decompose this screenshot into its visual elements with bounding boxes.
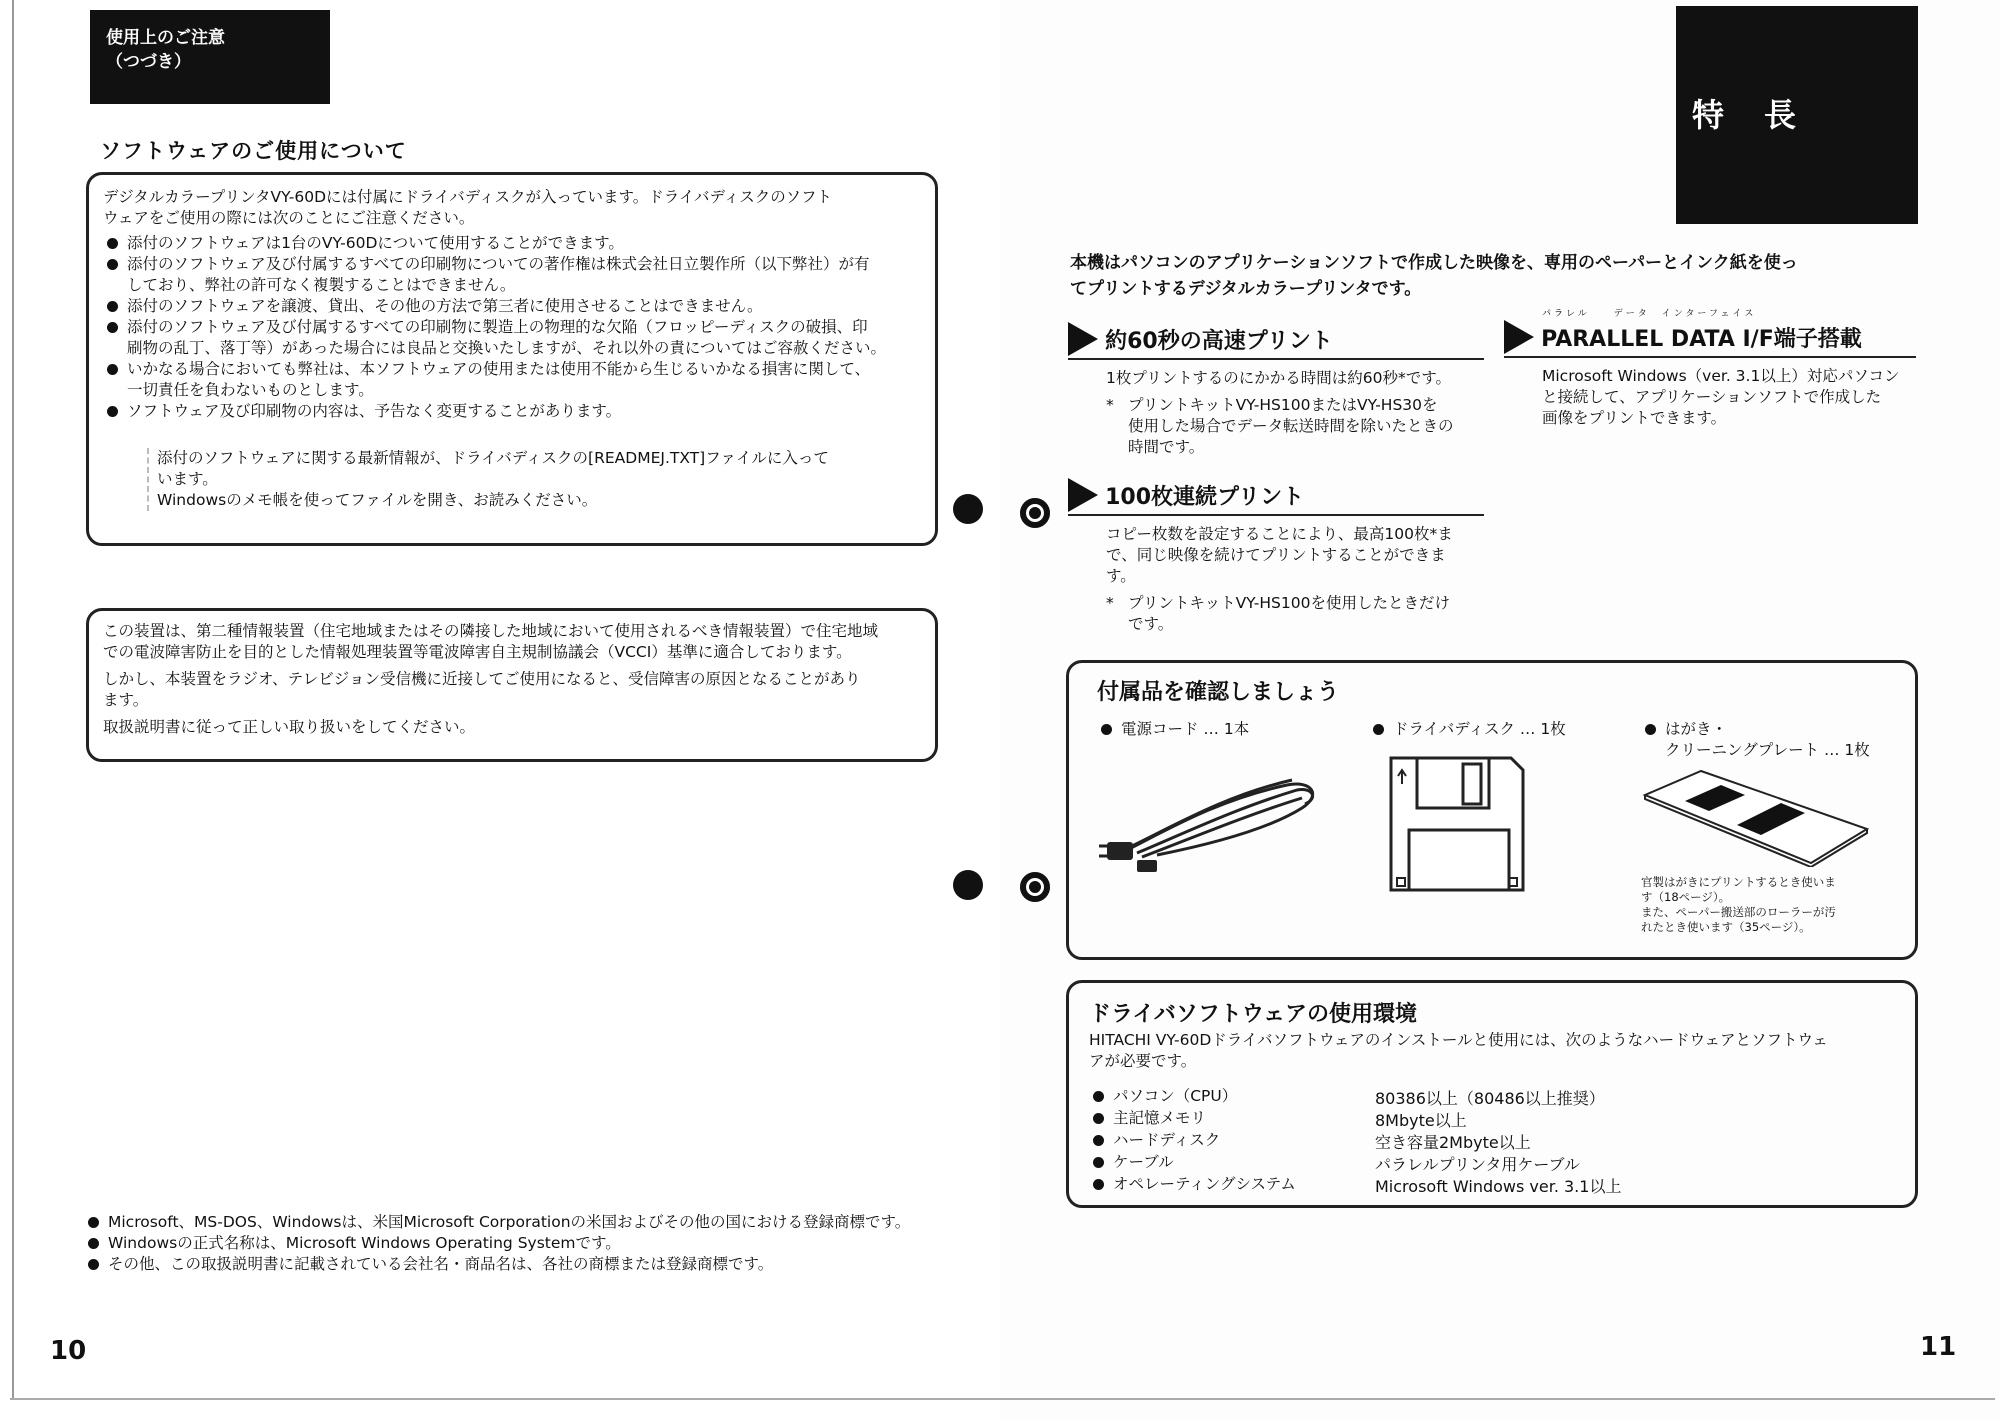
vcci-paragraph-1: この装置は、第二種情報装置（住宅地域またはその隣接した地域において使用されるべき情報装置）で住宅地域 での電波障害防止を目的とした情報処理装置等電波障害自主規制協議会（VCCI）基準に適合しております。 (103, 622, 879, 661)
feature-title-row (1068, 322, 1488, 358)
software-notice-box (86, 172, 938, 546)
trademark-notes (84, 1212, 984, 1275)
binding-hole (1020, 498, 1050, 528)
feature-text: 1枚プリントするのにかかる時間は約60秒*です。 (1106, 369, 1452, 387)
accessories-title: 付属品を確認しましょう (1097, 680, 1340, 705)
requirement-value: パラレルプリンタ用ケーブル (1375, 1155, 1580, 1174)
title-rule (1068, 358, 1484, 360)
requirement-item: ハードディスク (1089, 1130, 1220, 1151)
binding-hole (953, 494, 983, 524)
driver-env-intro: HITACHI VY-60Dドライバソフトウェアのインストールと使用には、次のようなハードウェアとソフトウェ アが必要です。 (1089, 1031, 1828, 1070)
feature-high-speed (1068, 322, 1488, 458)
floppy-disk-icon (1387, 754, 1527, 894)
requirement-row (1089, 1130, 1895, 1152)
triangle-arrow-icon (1068, 478, 1098, 512)
feature-title-row (1068, 478, 1488, 514)
bottom-edge (10, 1398, 1995, 1400)
requirement-value: 80386以上（80486以上推奨） (1375, 1089, 1605, 1108)
accessory-driver-disk (1369, 719, 1609, 898)
bullet-item: 添付のソフトウェア及び付属するすべての印刷物についての著作権は株式会社日立製作所（以下弊社）が有 しており、弊社の許可なく複製することはできません。 (103, 254, 921, 296)
driver-environment-box (1066, 980, 1918, 1208)
accessory-label: 電源コード … 1本 (1097, 719, 1347, 740)
vcci-paragraph-3: 取扱説明書に従って正しい取り扱いをしてください。 (103, 718, 476, 736)
right-page (1000, 0, 2000, 1420)
feature-title-row (1504, 320, 1924, 356)
software-section-title: ソフトウェアのご使用について (100, 139, 407, 163)
requirement-item: パソコン（CPU） (1089, 1086, 1237, 1107)
trademark-item: Windowsの正式名称は、Microsoft Windows Operating Systemです。 (84, 1233, 984, 1254)
tab-line-1: 使用上のご注意 (106, 28, 225, 48)
feature-text: コピー枚数を設定することにより、最高100枚*ま で、同じ映像を続けてプリントすることができま す。 (1106, 525, 1453, 585)
vcci-paragraph-2: しかし、本装置をラジオ、テレビジョン受信機に近接してご使用になると、受信障害の原因となることがあり ます。 (103, 670, 861, 709)
bullet-item: ソフトウェア及び印刷物の内容は、予告なく変更することがあります。 (103, 401, 921, 422)
features-tab (1676, 6, 1918, 224)
page-number: 10 (50, 1336, 87, 1366)
feature-parallel-interface (1504, 306, 1924, 429)
requirement-row (1089, 1174, 1895, 1196)
requirement-value: Microsoft Windows ver. 3.1以上 (1375, 1177, 1622, 1196)
requirement-row (1089, 1086, 1895, 1108)
accessory-cleaning-plate (1641, 719, 1911, 935)
bullet-item: 添付のソフトウェアは1台のVY-60Dについて使用することができます。 (103, 233, 921, 254)
readme-line: います。 (157, 470, 218, 488)
accessories-box (1066, 660, 1918, 960)
feature-text: Microsoft Windows（ver. 3.1以上）対応パソコン と接続して、アプリケーションソフトで作成した 画像をプリントできます。 (1542, 367, 1900, 427)
title-ruby: パラレル データ インターフェイス (1542, 309, 1757, 319)
readme-note (147, 448, 921, 511)
requirement-row (1089, 1108, 1895, 1130)
page-number: 11 (1920, 1332, 1957, 1362)
intro-line: デジタルカラープリンタVY-60Dには付属にドライバディスクが入っています。ドライバディスクのソフト (103, 188, 832, 206)
bullet-item: 添付のソフトウェア及び付属するすべての印刷物に製造上の物理的な欠陥（フロッピーディスクの破損、印 刷物の乱丁、落丁等）があった場合には良品と交換いたしますが、それ以外の責についてはご容赦ください。 (103, 317, 921, 359)
requirements-table (1089, 1086, 1895, 1196)
trademark-item: その他、この取扱説明書に記載されている会社名・商品名は、各社の商標または登録商標です。 (84, 1254, 984, 1275)
accessory-label: はがき・ クリーニングプレート … 1枚 (1641, 719, 1911, 761)
tab-line-2: （つづき） (106, 52, 191, 72)
driver-env-title: ドライバソフトウェアの使用環境 (1089, 1002, 1418, 1027)
section-tab (90, 10, 330, 104)
cleaning-plate-note: 官製はがきにプリントするとき使いま す（18ページ）。 また、ペーパー搬送部のローラーが汚 れたとき使います（35ページ）。 (1641, 875, 1836, 934)
requirement-item: 主記憶メモリ (1089, 1108, 1206, 1129)
requirement-value: 8Mbyte以上 (1375, 1111, 1467, 1130)
triangle-arrow-icon (1068, 322, 1098, 356)
vcci-notice-box (86, 608, 938, 762)
feature-footnote: * プリントキットVY-HS100を使用したときだけ です。 (1106, 594, 1450, 633)
features-tab-title: 特 長 (1692, 96, 1801, 134)
feature-title: 100枚連続プリント (1105, 484, 1305, 510)
software-intro (103, 187, 921, 229)
bullet-item: 添付のソフトウェアを譲渡、貸出、その他の方法で第三者に使用させることはできません。 (103, 296, 921, 317)
feature-title: PARALLEL DATA I/F端子搭載 (1541, 326, 1862, 352)
feature-title: 約60秒の高速プリント (1105, 328, 1333, 354)
feature-continuous-print (1068, 478, 1488, 635)
triangle-arrow-icon (1504, 320, 1534, 354)
features-intro: 本機はパソコンのアプリケーションソフトで作成した映像を、専用のペーパーとインク紙を使っ てプリントするデジタルカラープリンタです。 (1070, 253, 1798, 299)
accessory-label: ドライバディスク … 1枚 (1369, 719, 1609, 740)
accessory-power-cord (1097, 719, 1347, 884)
trademark-item: Microsoft、MS-DOS、Windowsは、米国Microsoft Corporationの米国およびその他の国における登録商標です。 (84, 1212, 984, 1233)
readme-line: Windowsのメモ帳を使ってファイルを開き、お読みください。 (157, 491, 598, 509)
page-edge (12, 0, 14, 1400)
feature-footnote: * プリントキットVY-HS100またはVY-HS30を 使用した場合でデータ転送時間を除いたときの 時間です。 (1106, 396, 1454, 456)
requirement-row (1089, 1152, 1895, 1174)
binding-hole (953, 870, 983, 900)
software-bullets (103, 233, 921, 422)
binding-hole (1020, 872, 1050, 902)
title-rule (1068, 514, 1484, 516)
readme-line: 添付のソフトウェアに関する最新情報が、ドライバディスクの[READMEJ.TXT]ファイルに入って (157, 449, 829, 467)
cleaning-plate-icon (1641, 767, 1871, 867)
requirement-item: ケーブル (1089, 1152, 1174, 1173)
requirement-item: オペレーティングシステム (1089, 1174, 1296, 1195)
intro-line: ウェアをご使用の際には次のことにご注意ください。 (103, 209, 475, 227)
title-rule (1504, 356, 1916, 358)
power-cord-icon (1097, 760, 1327, 880)
bullet-item: いかなる場合においても弊社は、本ソフトウェアの使用または使用不能から生じるいかなる損害に関して、 一切責任を負わないものとします。 (103, 359, 921, 401)
requirement-value: 空き容量2Mbyte以上 (1375, 1133, 1531, 1152)
